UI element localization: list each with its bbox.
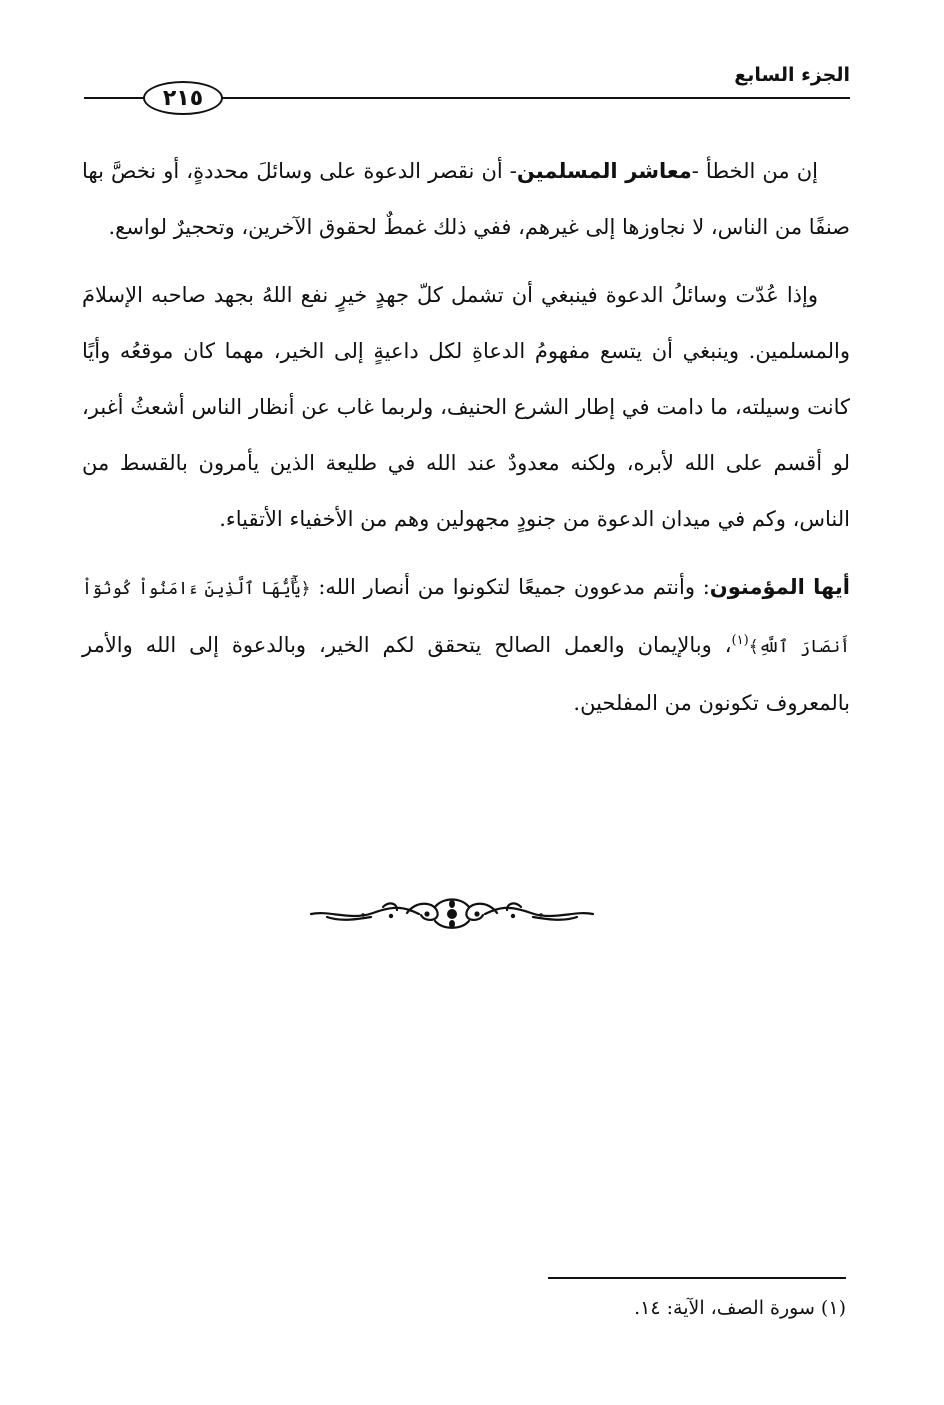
- running-header-title: الجزء السابع: [734, 64, 850, 86]
- footnote: (١) سورة الصف، الآية: ١٤.: [634, 1297, 846, 1319]
- header-rule-right: [222, 97, 850, 99]
- paragraph-1-start: إن من الخطأ -: [691, 159, 819, 183]
- footnote-rule: [548, 1277, 846, 1279]
- ornament-divider-icon: [307, 893, 597, 933]
- paragraph-3-lead: : وأنتم مدعوون جميعًا لتكونوا من أنصار الله:: [310, 575, 710, 599]
- paragraph-3: [82, 559, 850, 731]
- paragraph-3-bold-phrase: أيها المؤمنون: [709, 575, 850, 599]
- header-rule-left: [84, 97, 144, 99]
- main-text: [82, 143, 850, 743]
- paragraph-1-bold-phrase: معاشر المسلمين: [516, 159, 692, 183]
- page-number: ٢١٥: [143, 81, 223, 115]
- paragraph-1: [82, 143, 850, 255]
- paragraph-3-end: ، وبالإيمان والعمل الصالح يتحقق لكم الخير، وبالدعوة إلى الله والأمر بالمعروف تكونون من المفلحين.: [82, 633, 850, 715]
- footnote-reference: (١): [731, 633, 749, 648]
- paragraph-1-end: - أن نقصر الدعوة على وسائلَ محددةٍ، أو نخصَّ بها صنفًا من الناس، لا نجاوزها إلى غيرهم، ففي ذلك غمطٌ لحقوق الآخرين، وتحجيرٌ لواسع.: [82, 159, 850, 239]
- paragraph-2: وإذا عُدّت وسائلُ الدعوة فينبغي أن تشمل كلّ جهدٍ خيرٍ نفع اللهُ بجهد صاحبه الإسلامَ والمسلمين. وينبغي أن يتسع مفهومُ الدعاةِ لكل داعيةٍ إلى الخير، مهما كان موقعُه وأيًا كانت وسيلته، ما دامت في إطار الشرع الحنيف، ولربما غاب عن أنظار الناس أشعثُ أغبر، لو أقسم على الله لأبره، ولكنه معدودٌ عند الله في طليعة الذين يأمرون بالقسط من الناس، وكم في ميدان الدعوة من جنودٍ مجهولين وهم من الأخفياء الأتقياء.: [82, 283, 850, 531]
- quran-verse: ﴿يَٰٓأَيُّهَا ٱلَّذِينَ ءَامَنُواْ كُونُوٓاْ أَنصَارَ ٱللَّهِ﴾: [82, 579, 850, 657]
